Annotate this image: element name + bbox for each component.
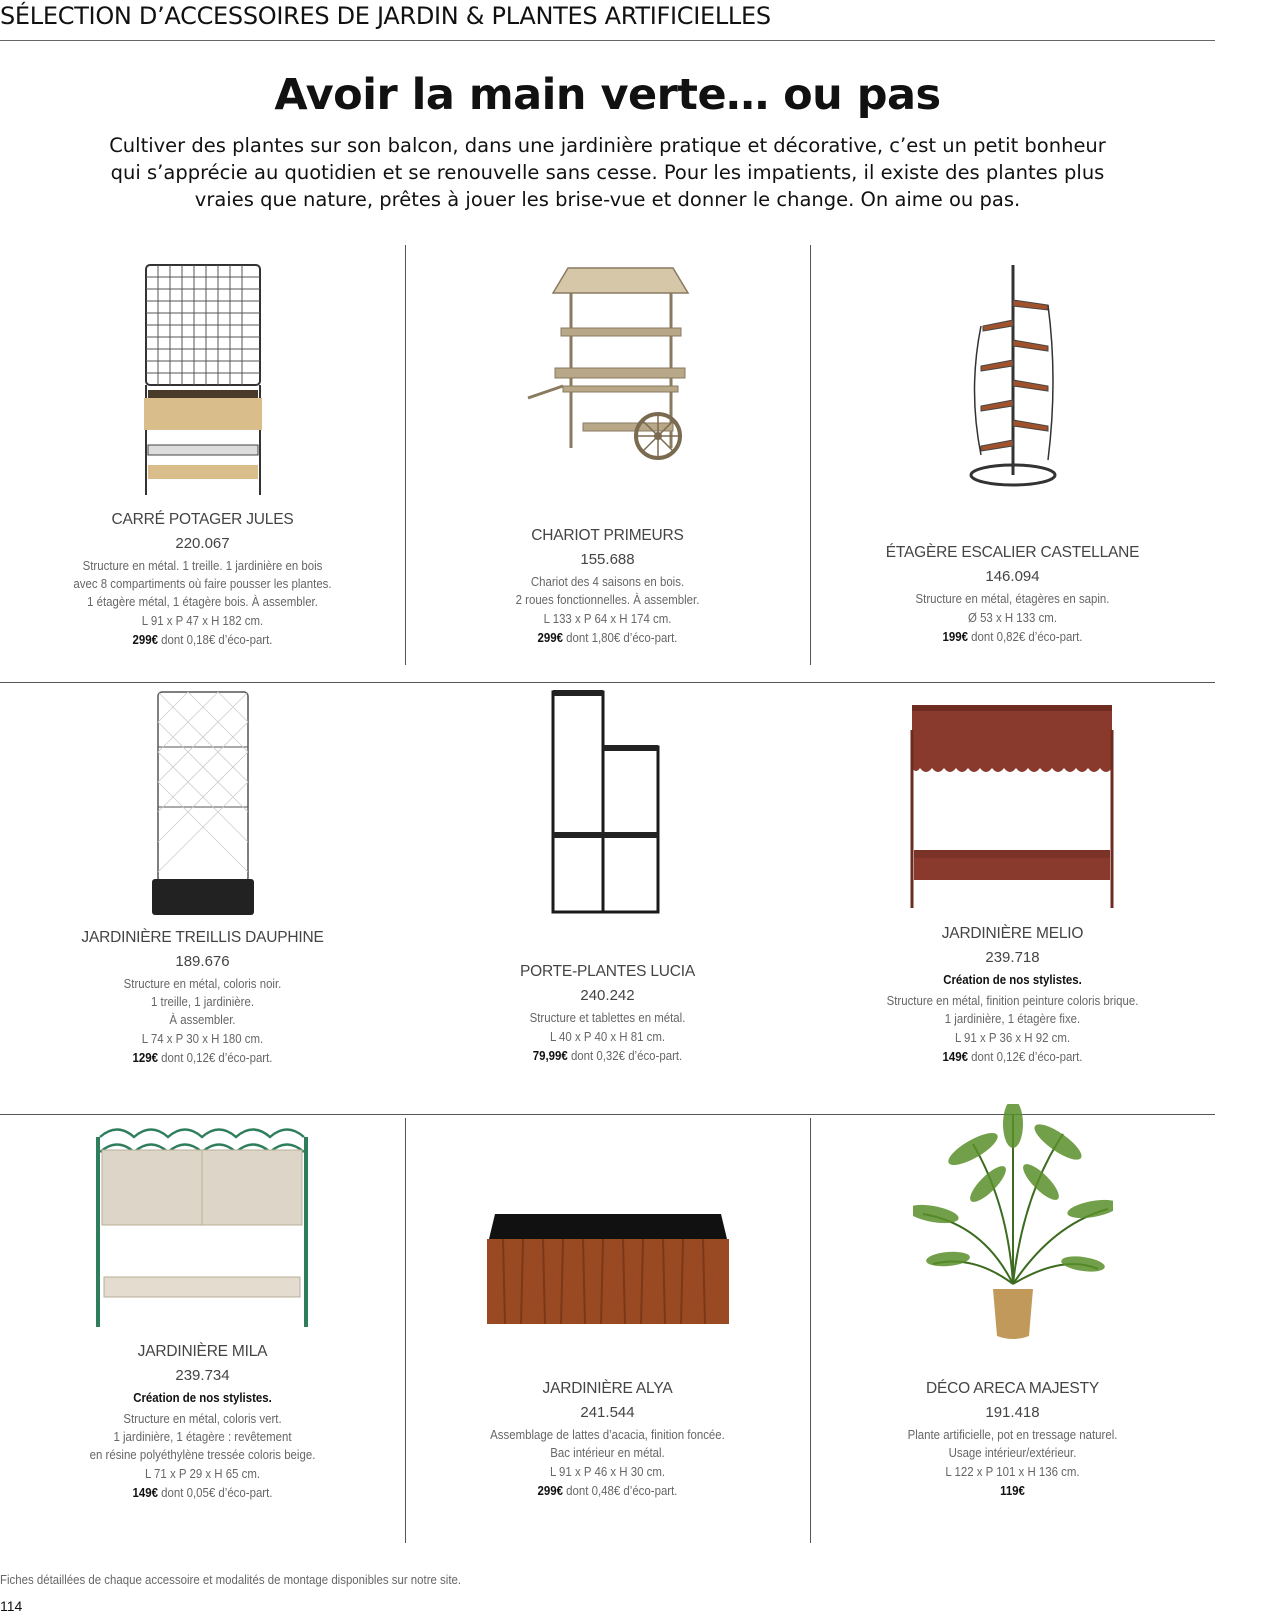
product-dimensions: L 122 x P 101 x H 136 cm.	[945, 1464, 1080, 1479]
product-price: 149€ dont 0,12€ d’éco-part.	[942, 1049, 1083, 1064]
product-ref: 239.718	[985, 949, 1040, 966]
product-name: ÉTAGÈRE ESCALIER CASTELLANE	[885, 544, 1140, 561]
intro-paragraph: Cultiver des plantes sur son balcon, dans une jardinière pratique et décorative, c’est un petit bonheur qui s’apprécie au quotidien et se renouvelle sans cesse. Pour les impatients, il existe des plantes plus vraies que nature, prêtes à jouer les brise-vue et donner le change. On aime ou pas.	[109, 134, 1106, 211]
product-description: Structure en métal, étagères en sapin.	[915, 591, 1110, 606]
product-image-jardiniere-melio	[810, 682, 1215, 910]
header-divider	[0, 40, 1215, 41]
product-image-carre-potager	[0, 250, 405, 500]
product-description: Chariot des 4 saisons en bois. 2 roues fonctionnelles. À assembler.	[515, 574, 700, 607]
page-number: 114	[0, 1598, 23, 1614]
section-header-title: SÉLECTION D’ACCESSOIRES DE JARDIN & PLANTES ARTIFICIELLES	[0, 2, 771, 30]
product-name: JARDINIÈRE MELIO	[941, 925, 1084, 942]
product-image-chariot-primeurs	[405, 250, 810, 468]
product-image-jardiniere-alya	[405, 1114, 810, 1329]
product-info	[810, 543, 1215, 646]
product-dimensions: L 74 x P 30 x H 180 cm.	[141, 1031, 264, 1046]
product-ref: 240.242	[580, 987, 635, 1004]
product-info	[405, 962, 810, 1065]
product-ref: 189.676	[175, 953, 230, 970]
product-description: Structure en métal, coloris vert. 1 jardinière, 1 étagère : revêtement en résine polyéthylène tressée coloris beige.	[89, 1411, 316, 1462]
product-card[interactable]	[0, 1114, 405, 1546]
product-info	[0, 510, 405, 649]
product-dimensions: L 40 x P 40 x H 81 cm.	[549, 1029, 666, 1044]
product-name: JARDINIÈRE TREILLIS DAUPHINE	[81, 929, 324, 946]
page-headline: Avoir la main verte… ou pas	[274, 70, 941, 120]
product-card[interactable]	[0, 682, 405, 1114]
product-price: 79,99€ dont 0,32€ d’éco-part.	[532, 1048, 683, 1063]
product-info	[405, 526, 810, 647]
product-info	[0, 928, 405, 1067]
product-dimensions: L 91 x P 46 x H 30 cm.	[549, 1464, 666, 1479]
product-name: DÉCO ARECA MAJESTY	[926, 1380, 1099, 1397]
product-card[interactable]	[810, 1114, 1215, 1546]
product-image-jardiniere-mila	[0, 1114, 405, 1332]
product-ref: 155.688	[580, 551, 635, 568]
product-name: JARDINIÈRE ALYA	[542, 1380, 673, 1397]
product-description: Structure et tablettes en métal.	[529, 1010, 686, 1025]
product-price: 299€ dont 1,80€ d’éco-part.	[537, 630, 678, 645]
product-name: CHARIOT PRIMEURS	[531, 527, 684, 544]
product-dimensions: Ø 53 x H 133 cm.	[967, 610, 1058, 625]
product-image-etagere-escalier	[810, 250, 1215, 490]
product-name: PORTE-PLANTES LUCIA	[519, 963, 696, 980]
product-description: Structure en métal, coloris noir. 1 treille, 1 jardinière. À assembler.	[123, 976, 282, 1027]
product-info	[810, 1379, 1215, 1500]
product-price: 149€ dont 0,05€ d’éco-part.	[132, 1485, 273, 1500]
footnote: Fiches détaillées de chaque accessoire et modalités de montage disponibles sur notre site.	[0, 1572, 462, 1587]
product-dimensions: L 91 x P 36 x H 92 cm.	[954, 1030, 1071, 1045]
product-description: Structure en métal. 1 treille. 1 jardinière en bois avec 8 compartiments où faire pousser les plantes. 1 étagère métal, 1 étagère bois. À assembler.	[73, 558, 332, 609]
product-description: Structure en métal, finition peinture coloris brique. 1 jardinière, 1 étagère fixe.	[886, 993, 1139, 1026]
product-ref: 146.094	[985, 568, 1040, 585]
product-description: Assemblage de lattes d’acacia, finition foncée. Bac intérieur en métal.	[490, 1427, 725, 1460]
product-dimensions: L 71 x P 29 x H 65 cm.	[144, 1466, 261, 1481]
product-description: Plante artificielle, pot en tressage naturel. Usage intérieur/extérieur.	[907, 1427, 1118, 1460]
product-image-porte-plantes-lucia	[405, 682, 810, 917]
product-dimensions: L 91 x P 47 x H 182 cm.	[141, 613, 264, 628]
product-name: CARRÉ POTAGER JULES	[111, 511, 294, 528]
product-info	[405, 1379, 810, 1500]
product-name: JARDINIÈRE MILA	[137, 1343, 268, 1360]
designer-tag: Création de nos stylistes.	[133, 1390, 272, 1405]
product-ref: 220.067	[175, 535, 230, 552]
product-card[interactable]	[405, 1114, 810, 1546]
product-ref: 191.418	[985, 1404, 1040, 1421]
product-price: 119€	[1000, 1483, 1025, 1498]
product-price: 299€ dont 0,48€ d’éco-part.	[537, 1483, 678, 1498]
product-dimensions: L 133 x P 64 x H 174 cm.	[543, 611, 672, 626]
product-ref: 239.734	[175, 1367, 230, 1384]
product-card[interactable]	[405, 250, 810, 682]
product-image-areca-majesty	[810, 1114, 1215, 1344]
product-price: 199€ dont 0,82€ d’éco-part.	[942, 629, 1083, 644]
product-info	[0, 1342, 405, 1502]
designer-tag: Création de nos stylistes.	[943, 972, 1082, 987]
product-card[interactable]	[810, 682, 1215, 1114]
product-card[interactable]	[405, 682, 810, 1114]
product-card[interactable]	[810, 250, 1215, 682]
product-ref: 241.544	[580, 1404, 635, 1421]
product-info	[810, 924, 1215, 1066]
product-image-treillis-dauphine	[0, 682, 405, 917]
product-card[interactable]	[0, 250, 405, 682]
product-price: 299€ dont 0,18€ d’éco-part.	[132, 632, 273, 647]
product-price: 129€ dont 0,12€ d’éco-part.	[132, 1050, 273, 1065]
